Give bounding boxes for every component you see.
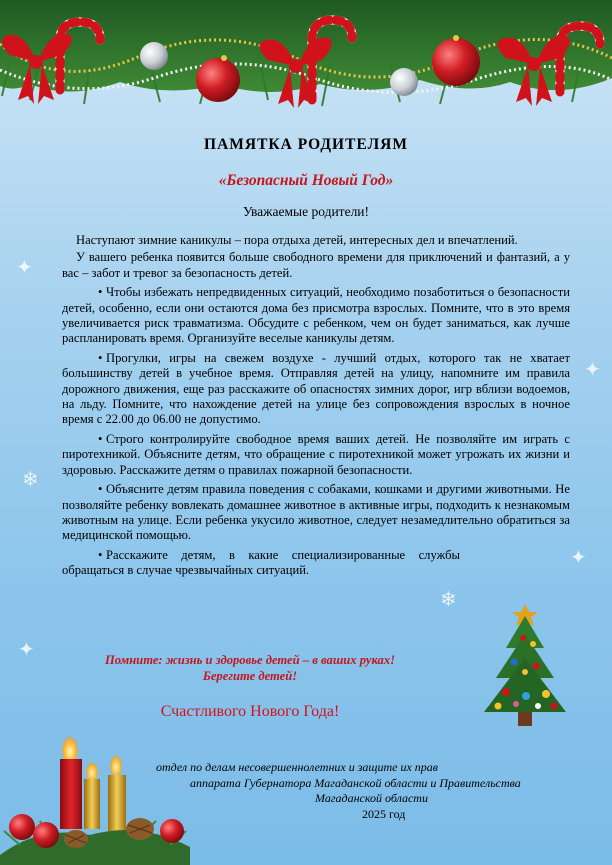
bullet-icon: •: [98, 482, 103, 497]
memo-body: [62, 233, 570, 581]
bullet-item: [62, 432, 570, 478]
bullet-text: Объясните детям правила поведения с собаками, кошками и другими животными. Не позволяйте ребенку вовлекать домашнее животное в активные игры, подходить к незнакомым животным на улице. Если ребенка укусило животное, следует незамедлительно обратиться за медицинской помощью.: [62, 482, 570, 543]
snowflake-icon: ✦: [18, 639, 35, 661]
bullet-text: Строго контролируйте свободное время ваших детей. Не позволяйте им играть с пиротехникой. Объясните детям, что обращение с пиротехникой может угрожать их жизни и здоровью. Расскажите детям о правилах пожарной безопасности.: [62, 431, 570, 477]
page-subtitle: «Безопасный Новый Год»: [218, 172, 394, 189]
footer-line: Магаданской области: [315, 791, 428, 805]
snowflake-icon: ✦: [16, 257, 33, 279]
reminder-line: Помните: жизнь и здоровье детей – в ваших руках!: [104, 653, 396, 667]
footer-year: 2025 год: [362, 806, 406, 821]
paragraph: У вашего ребенка появится больше свободного времени для приключений и фантазий, а у вас – забот и тревог за безопасность детей.: [62, 250, 570, 280]
greeting: Уважаемые родители!: [242, 204, 370, 219]
footer-line: аппарата Губернатора Магаданской области и Правительства: [190, 775, 521, 790]
reminder: [60, 652, 440, 684]
bullet-text: Чтобы избежать непредвиденных ситуаций, необходимо позаботиться о безопасности детей, особенно, если они остаются дома без присмотра взрослых. Помните, что в это время увеличивается риск травматизма. Обсудите с ребенком, чем он будет заниматься, как лучше распланировать время. Организуйте веселые каникулы детям.: [62, 285, 570, 346]
bullet-icon: •: [98, 285, 103, 300]
footer-signature: [150, 760, 590, 822]
bullet-item: [62, 482, 570, 544]
happy-new-year: Счастливого Нового Года!: [160, 703, 340, 720]
bullet-icon: •: [98, 431, 103, 446]
reminder-line: Берегите детей!: [202, 669, 298, 683]
christmas-tree-icon: [478, 600, 573, 740]
bullet-icon: •: [98, 350, 103, 365]
bullet-text: Расскажите детям, в какие специализированные службы обращаться в случае чрезвычайных ситуаций.: [62, 547, 460, 578]
bullet-item: [62, 548, 570, 579]
snowflake-icon: ❄: [440, 589, 457, 611]
snowflake-icon: ✦: [584, 359, 601, 381]
bullet-item: [62, 351, 570, 428]
bullet-item: [62, 285, 570, 347]
garland-icon: [0, 0, 612, 122]
snowflake-icon: ✦: [570, 547, 587, 569]
candles-icon: [0, 735, 200, 865]
page-title: ПАМЯТКА РОДИТЕЛЯМ: [204, 136, 408, 153]
snowflake-icon: ❄: [22, 469, 39, 491]
footer-line: отдел по делам несовершеннолетних и защите их прав: [156, 760, 439, 774]
paragraph: Наступают зимние каникулы – пора отдыха детей, интересных дел и впечатлений.: [76, 233, 518, 247]
bullet-icon: •: [98, 547, 103, 562]
bullet-text: Прогулки, игры на свежем воздухе - лучший отдых, которого так не хватает большинству детей в учебное время. Отправляя детей на улицу, напомните им правила дорожного движения, еще раз расскажите об опасностях зимних дорог, игр вблизи водоемов, на льду. Помните, что нахождение детей на улице без сопровождения взрослых в ночное время с 22.00 до 06.00 не допустимо.: [62, 350, 570, 427]
